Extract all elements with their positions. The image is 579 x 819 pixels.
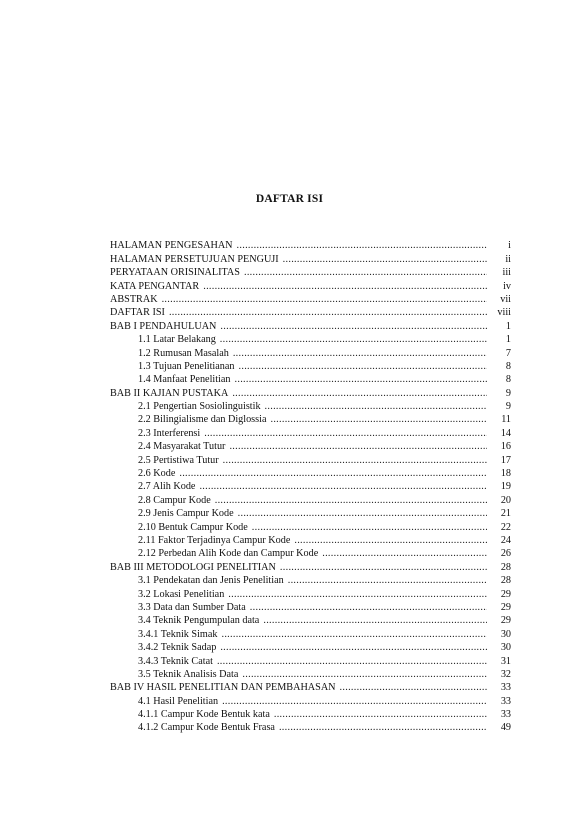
toc-entry-page: 33 <box>500 709 511 721</box>
toc-entry-label: BAB III METODOLOGI PENELITIAN <box>110 561 276 573</box>
toc-entry-page: vii <box>500 293 511 305</box>
toc-entry <box>110 293 511 306</box>
toc-leader-dots <box>279 722 487 734</box>
toc-entry-page: 29 <box>500 601 511 613</box>
toc-leader-dots <box>229 441 487 453</box>
toc-entry-label: 3.4.1 Teknik Simak <box>138 628 218 640</box>
toc-entry-page: 21 <box>500 508 511 520</box>
toc-entry-page: 29 <box>500 615 511 627</box>
toc-entry-page: 14 <box>500 427 511 439</box>
toc-entry-page: 16 <box>500 441 511 453</box>
toc-entry-label: 3.1 Pendekatan dan Jenis Penelitian <box>138 575 284 587</box>
toc-leader-dots <box>252 522 487 534</box>
table-of-contents <box>110 239 511 734</box>
toc-entry-page: 8 <box>505 360 511 372</box>
toc-leader-dots <box>322 548 487 560</box>
toc-entry-label: 4.1.2 Campur Kode Bentuk Frasa <box>138 722 275 734</box>
toc-entry <box>110 520 511 533</box>
toc-entry <box>110 654 511 667</box>
toc-leader-dots <box>239 361 488 373</box>
toc-leader-dots <box>235 374 487 386</box>
toc-entry-page: i <box>508 240 511 252</box>
page-title: DAFTAR ISI <box>255 193 324 205</box>
toc-entry-page: 30 <box>500 628 511 640</box>
toc-entry <box>110 373 511 386</box>
toc-entry <box>110 346 511 359</box>
toc-entry-label: 2.9 Jenis Campur Kode <box>138 508 234 520</box>
toc-entry-page: 17 <box>500 454 511 466</box>
toc-entry-page: 29 <box>500 588 511 600</box>
toc-entry <box>110 721 511 734</box>
toc-leader-dots <box>288 575 487 587</box>
toc-leader-dots <box>204 428 487 440</box>
toc-entry <box>110 534 511 547</box>
toc-entry <box>110 614 511 627</box>
toc-entry-label: ABSTRAK <box>110 293 158 305</box>
toc-leader-dots <box>222 696 487 708</box>
toc-entry-page: 1 <box>505 320 511 332</box>
toc-entry <box>110 360 511 373</box>
toc-entry-label: 1.2 Rumusan Masalah <box>138 347 229 359</box>
toc-entry-page: 28 <box>500 575 511 587</box>
toc-leader-dots <box>250 602 487 614</box>
toc-entry-label: 2.2 Bilingialisme dan Diglossia <box>138 414 267 426</box>
toc-entry-label: 3.4.2 Teknik Sadap <box>138 642 217 654</box>
toc-leader-dots <box>162 294 487 306</box>
toc-entry-label: 3.5 Teknik Analisis Data <box>138 668 239 680</box>
toc-entry-label: PERYATAAN ORISINALITAS <box>110 267 240 279</box>
toc-entry <box>110 453 511 466</box>
toc-entry-page: 11 <box>501 414 511 426</box>
toc-entry-label: 2.11 Faktor Terjadinya Campur Kode <box>138 534 291 546</box>
toc-entry-label: 3.3 Data dan Sumber Data <box>138 601 246 613</box>
toc-entry-page: 1 <box>505 334 511 346</box>
toc-leader-dots <box>220 321 487 333</box>
toc-leader-dots <box>242 669 487 681</box>
toc-entry-page: 18 <box>500 468 511 480</box>
toc-leader-dots <box>280 562 487 574</box>
toc-entry-page: 7 <box>505 347 511 359</box>
toc-entry-label: 4.1.1 Campur Kode Bentuk kata <box>138 709 270 721</box>
toc-entry-label: HALAMAN PERSETUJUAN PENGUJI <box>110 253 279 265</box>
toc-entry-label: 2.3 Interferensi <box>138 427 201 439</box>
toc-leader-dots <box>274 709 487 721</box>
toc-leader-dots <box>244 267 487 279</box>
toc-leader-dots <box>217 656 487 668</box>
toc-entry <box>110 279 511 292</box>
toc-entry <box>110 440 511 453</box>
toc-entry <box>110 507 511 520</box>
toc-entry <box>110 668 511 681</box>
toc-entry <box>110 560 511 573</box>
toc-entry-label: 3.4.3 Teknik Catat <box>138 655 213 667</box>
toc-entry <box>110 681 511 694</box>
toc-entry <box>110 480 511 493</box>
toc-entry <box>110 239 511 252</box>
toc-entry <box>110 641 511 654</box>
toc-entry-label: 2.7 Alih Kode <box>138 481 196 493</box>
toc-entry-label: 2.6 Kode <box>138 468 176 480</box>
toc-entry-label: 2.12 Perbedan Alih Kode dan Campur Kode <box>138 548 319 560</box>
toc-leader-dots <box>179 468 487 480</box>
toc-entry-label: BAB II KAJIAN PUSTAKA <box>110 387 229 399</box>
toc-leader-dots <box>283 254 487 266</box>
toc-entry-page: iii <box>502 267 511 279</box>
toc-leader-dots <box>294 535 487 547</box>
toc-entry <box>110 627 511 640</box>
toc-entry-page: 9 <box>505 387 511 399</box>
toc-entry-label: 1.3 Tujuan Penelitianan <box>138 360 235 372</box>
toc-entry-label: 1.1 Latar Belakang <box>138 334 216 346</box>
toc-entry-label: 2.4 Masyarakat Tutur <box>138 441 226 453</box>
toc-leader-dots <box>265 401 487 413</box>
toc-leader-dots <box>220 642 487 654</box>
toc-leader-dots <box>228 589 487 601</box>
toc-entry-label: 4.1 Hasil Penelitian <box>138 695 219 707</box>
toc-entry-page: iv <box>503 280 511 292</box>
toc-leader-dots <box>223 455 487 467</box>
toc-entry-page: 20 <box>500 494 511 506</box>
toc-leader-dots <box>233 348 487 360</box>
toc-entry-label: 2.8 Campur Kode <box>138 494 211 506</box>
toc-entry <box>110 319 511 332</box>
toc-leader-dots <box>221 629 487 641</box>
toc-entry <box>110 400 511 413</box>
toc-leader-dots <box>263 615 487 627</box>
toc-entry <box>110 266 511 279</box>
toc-entry-label: 2.5 Pertistiwa Tutur <box>138 454 219 466</box>
toc-leader-dots <box>232 388 487 400</box>
toc-entry <box>110 574 511 587</box>
toc-entry-label: BAB IV HASIL PENELITIAN DAN PEMBAHASAN <box>110 682 336 694</box>
toc-entry-page: viii <box>497 307 511 319</box>
toc-entry <box>110 547 511 560</box>
toc-entry-page: 30 <box>500 642 511 654</box>
toc-leader-dots <box>203 281 487 293</box>
toc-leader-dots <box>199 481 487 493</box>
toc-entry-label: 1.4 Manfaat Penelitian <box>138 374 231 386</box>
toc-entry-page: 33 <box>500 695 511 707</box>
toc-entry-page: 49 <box>500 722 511 734</box>
toc-entry-page: 32 <box>500 668 511 680</box>
toc-entry <box>110 252 511 265</box>
toc-entry <box>110 413 511 426</box>
toc-leader-dots <box>270 414 487 426</box>
toc-entry <box>110 386 511 399</box>
toc-entry-label: 3.2 Lokasi Penelitian <box>138 588 225 600</box>
toc-entry-label: HALAMAN PENGESAHAN <box>110 240 233 252</box>
toc-leader-dots <box>340 682 487 694</box>
toc-entry-page: 22 <box>500 521 511 533</box>
toc-entry-page: ii <box>505 253 511 265</box>
toc-entry <box>110 587 511 600</box>
toc-entry-page: 33 <box>500 682 511 694</box>
toc-entry-page: 24 <box>500 534 511 546</box>
toc-entry <box>110 426 511 439</box>
toc-entry <box>110 306 511 319</box>
toc-entry-label: 3.4 Teknik Pengumpulan data <box>138 615 260 627</box>
toc-entry <box>110 601 511 614</box>
toc-leader-dots <box>237 240 487 252</box>
toc-entry-page: 9 <box>505 401 511 413</box>
toc-entry-page: 28 <box>500 561 511 573</box>
toc-entry-page: 19 <box>500 481 511 493</box>
toc-entry <box>110 694 511 707</box>
toc-leader-dots <box>238 508 487 520</box>
toc-entry <box>110 333 511 346</box>
toc-entry-page: 26 <box>500 548 511 560</box>
toc-leader-dots <box>215 495 487 507</box>
toc-leader-dots <box>169 307 487 319</box>
toc-entry <box>110 708 511 721</box>
toc-entry-label: 2.10 Bentuk Campur Kode <box>138 521 248 533</box>
toc-entry-page: 8 <box>505 374 511 386</box>
toc-entry-label: BAB I PENDAHULUAN <box>110 320 217 332</box>
toc-entry-label: KATA PENGANTAR <box>110 280 200 292</box>
toc-entry-page: 31 <box>500 655 511 667</box>
toc-leader-dots <box>220 334 487 346</box>
toc-entry <box>110 467 511 480</box>
toc-entry-label: 2.1 Pengertian Sosiolinguistik <box>138 401 261 413</box>
toc-entry <box>110 493 511 506</box>
toc-entry-label: DAFTAR ISI <box>110 307 165 319</box>
